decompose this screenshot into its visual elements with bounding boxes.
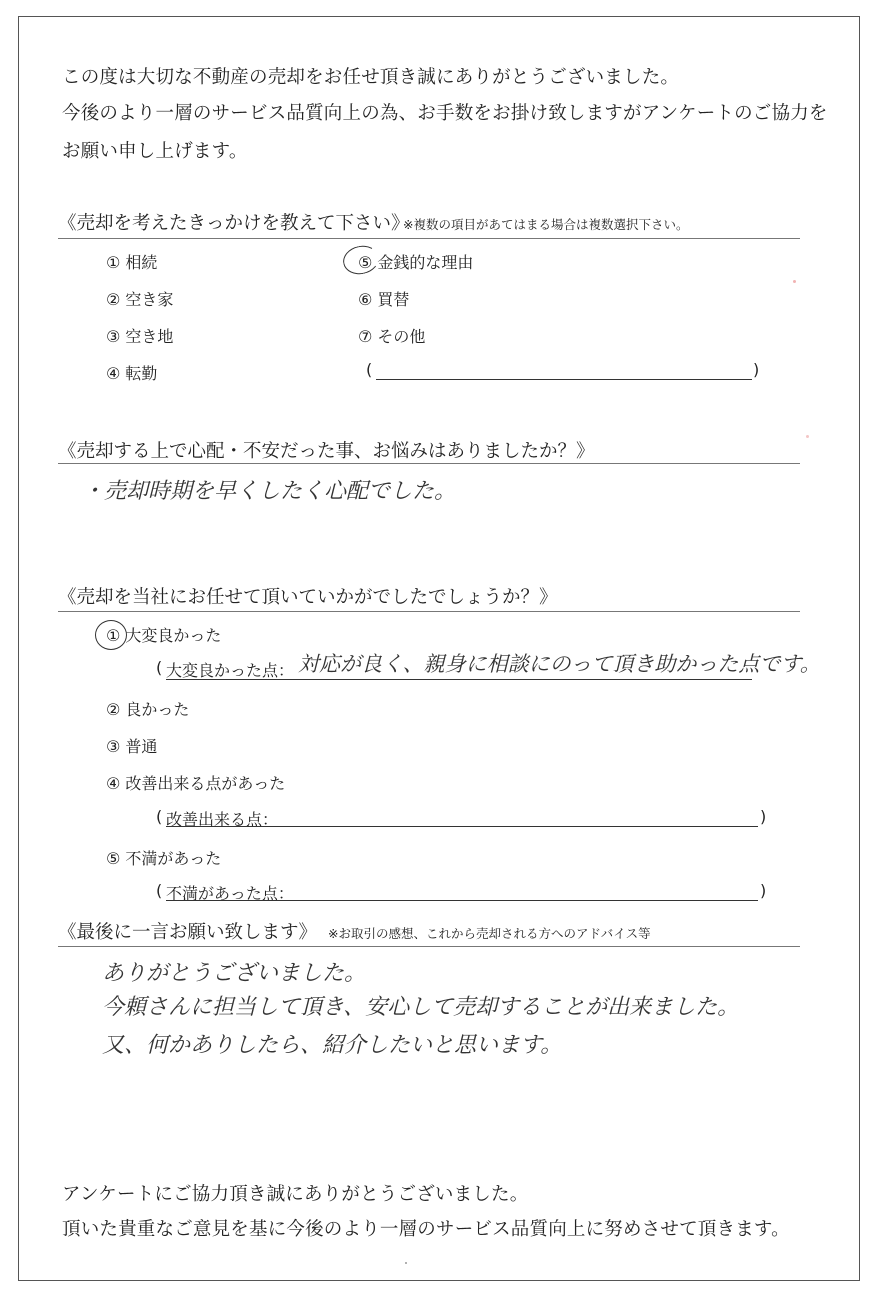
q1-other-paren-close: ) <box>753 360 760 379</box>
scan-speck <box>793 280 796 283</box>
q3-option-normal[interactable]: ③ 普通 <box>106 737 158 756</box>
q1-option-financial[interactable]: ⑤ 金銭的な理由 <box>358 253 474 272</box>
q1-title: 《売却を考えたきっかけを教えて下さい》 <box>58 213 410 234</box>
q2-handwritten-answer: ・売却時期を早くしたく心配でした。 <box>82 479 457 504</box>
q4-rule <box>58 946 800 947</box>
q3-dissat-paren-open: ( <box>156 881 163 900</box>
q1-other-input-line[interactable] <box>376 379 752 380</box>
q1-other-paren-open: ( <box>366 360 373 379</box>
q4-handwritten-line-3: 又、何かありしたら、紹介したいと思います。 <box>102 1033 563 1058</box>
scan-speck <box>806 435 809 438</box>
q3-good-label: 大変良かった点： <box>166 661 295 680</box>
selected-circle-mark <box>95 620 127 650</box>
intro-line-2: 今後のより一層のサービス品質向上の為、お手数をお掛け致しますがアンケートのご協力を <box>62 103 828 124</box>
q3-option-improvable[interactable]: ④ 改善出来る点があった <box>106 774 286 793</box>
q1-option-other[interactable]: ⑦ その他 <box>358 327 426 346</box>
q2-rule <box>58 463 800 464</box>
q3-good-input-line[interactable] <box>166 679 752 680</box>
q1-option-vacant-land[interactable]: ③ 空き地 <box>106 327 174 346</box>
q3-improve-label: 改善出来る点： <box>166 810 279 829</box>
q4-handwritten-line-2: 今頼さんに担当して頂き、安心して売却することが出来ました。 <box>102 995 740 1020</box>
q4-handwritten-line-1: ありがとうございました。 <box>102 961 367 986</box>
q1-option-inheritance[interactable]: ① 相続 <box>106 253 158 272</box>
q3-good-paren-open: ( <box>156 658 163 677</box>
q3-improve-paren-close: ) <box>760 807 767 826</box>
q1-note: ※複数の項目があてはまる場合は複数選択下さい。 <box>403 217 689 232</box>
q3-dissat-input-line[interactable] <box>166 900 758 901</box>
q3-dissat-paren-close: ) <box>760 881 767 900</box>
q3-rule <box>58 611 800 612</box>
closing-line-2: 頂いた貴重なご意見を基に今後のより一層のサービス品質向上に努めさせて頂きます。 <box>62 1219 790 1240</box>
scan-speck <box>405 1262 407 1264</box>
q3-option-good[interactable]: ② 良かった <box>106 700 190 719</box>
q3-title: 《売却を当社にお任せて頂いていかがでしたでしょうか？》 <box>58 587 558 608</box>
q1-option-vacant-house[interactable]: ② 空き家 <box>106 290 174 309</box>
q3-option-dissatisfied[interactable]: ⑤ 不満があった <box>106 849 222 868</box>
q1-rule <box>58 238 800 239</box>
q3-improve-input-line[interactable] <box>166 826 758 827</box>
q3-option-very-good[interactable]: ① 大変良かった <box>106 626 222 645</box>
q1-option-replacement[interactable]: ⑥ 買替 <box>358 290 410 309</box>
q3-good-handwritten-answer: 対応が良く、親身に相談にのって頂き助かった点です。 <box>298 652 821 676</box>
q3-improve-paren-open: ( <box>156 807 163 826</box>
q1-option-relocation[interactable]: ④ 転勤 <box>106 364 158 383</box>
q3-dissat-label: 不満があった点： <box>166 884 294 903</box>
closing-line-1: アンケートにご協力頂き誠にありがとうございました。 <box>62 1184 529 1205</box>
q2-title: 《売却する上で心配・不安だった事、お悩みはありましたか？》 <box>58 441 595 462</box>
intro-line-1: この度は大切な不動産の売却をお任せ頂き誠にありがとうございました。 <box>62 67 680 88</box>
q4-note: ※お取引の感想、これから売却される方へのアドバイス等 <box>328 926 651 941</box>
intro-line-3: お願い申し上げます。 <box>62 141 248 162</box>
q4-title: 《最後に一言お願い致します》 <box>58 922 318 943</box>
